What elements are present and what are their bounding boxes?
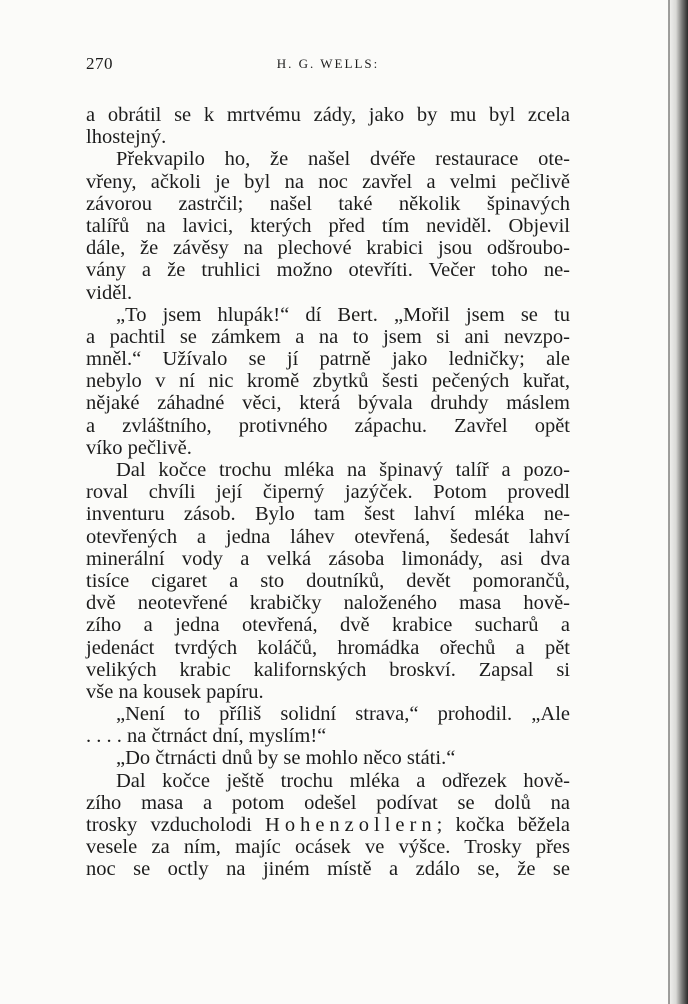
text-line: vřeny, ačkoli je byl na noc zavřel a velmi pečlivě	[86, 170, 570, 193]
text-line: otevřených a jedna láhev otevřená, šedesát lahví	[86, 525, 570, 548]
running-head: H. G. WELLS:	[276, 56, 380, 71]
text-line: zího a jedna otevřená, dvě krabice sucharů a	[86, 614, 570, 637]
text-line: roval chvíli její čiperný jazýček. Potom provedl	[86, 481, 570, 504]
text-line: „Není to příliš solidní strava,“ prohodil. „Ale	[116, 703, 570, 726]
text-line: „Do čtrnácti dnů by se mohlo něco státi.“	[116, 747, 456, 770]
text-line: noc se octly na jiném místě a zdálo se, že se	[86, 858, 570, 881]
text-line: jedenáct tvrdých koláčů, hromádka ořechů a pět	[86, 636, 570, 659]
page-edge-line	[668, 0, 670, 1004]
text-line: nebylo v ní nic kromě zbytků šesti pečených kuřat,	[86, 370, 570, 393]
text-line-with-emphasis	[86, 814, 570, 836]
text-line: „To jsem hlupák!“ dí Bert. „Mořil jsem se tu	[116, 303, 570, 326]
text-line: velikých krabic kalifornských broskví. Zapsal si	[86, 658, 570, 681]
text-line: . . . . na čtrnáct dní, myslím!“	[86, 725, 327, 748]
text-line: Dal kočce trochu mléka na špinavý talíř a pozo-	[116, 459, 570, 481]
text-line: závorou zastrčil; našel také několik špinavých	[86, 192, 570, 215]
text-line: tisíce cigaret a sto doutníků, devět pomorančů,	[86, 569, 570, 592]
text-line: viděl.	[86, 281, 133, 304]
text-segment: ; kočka běžela	[436, 814, 570, 836]
text-line: a pachtil se zámkem a na to jsem si ani nevzpo-	[86, 325, 570, 348]
text-line: dále, že závěsy na plechové krabici jsou odšroubo-	[86, 237, 570, 260]
text-line: minerální vody a velká zásoba limonády, asi dva	[86, 547, 570, 570]
text-line: mněl.“ Užívalo se jí patrně jako ledničky; ale	[86, 348, 570, 371]
page-header	[86, 54, 570, 78]
text-line: nějaké záhadné věci, která bývala druhdy máslem	[86, 392, 570, 415]
text-line: a zvláštního, protivného zápachu. Zavřel opět	[86, 414, 570, 437]
text-line: lhostejný.	[86, 126, 167, 149]
page-edge-shadow	[668, 0, 688, 1004]
body-text	[86, 104, 570, 881]
spaced-ship-name: Hohenzollern	[265, 814, 437, 836]
text-line: dvě neotevřené krabičky naloženého masa hově-	[86, 592, 570, 615]
text-line: a obrátil se k mrtvému zády, jako by mu byl zcela	[86, 104, 570, 126]
text-line: zího masa a potom odešel podívat se dolů na	[86, 791, 570, 814]
text-line: vesele za ním, majíc ocásek ve výšce. Trosky přes	[86, 836, 570, 859]
text-line: víko pečlivě.	[86, 436, 192, 459]
text-line: vány a že truhlici možno otevříti. Večer toho ne-	[86, 259, 570, 282]
text-segment: trosky vzducholodi	[86, 814, 266, 836]
text-line: Překvapilo ho, že našel dvéře restaurace ote-	[116, 148, 570, 171]
page-number: 270	[86, 54, 113, 73]
text-line: vše na kousek papíru.	[86, 680, 264, 703]
text-line: talířů na lavici, kterých před tím neviděl. Objevil	[86, 214, 570, 237]
text-line: Dal kočce ještě trochu mléka a odřezek hově-	[116, 769, 570, 792]
text-line: inventuru zásob. Bylo tam šest lahví mléka ne-	[86, 503, 570, 526]
